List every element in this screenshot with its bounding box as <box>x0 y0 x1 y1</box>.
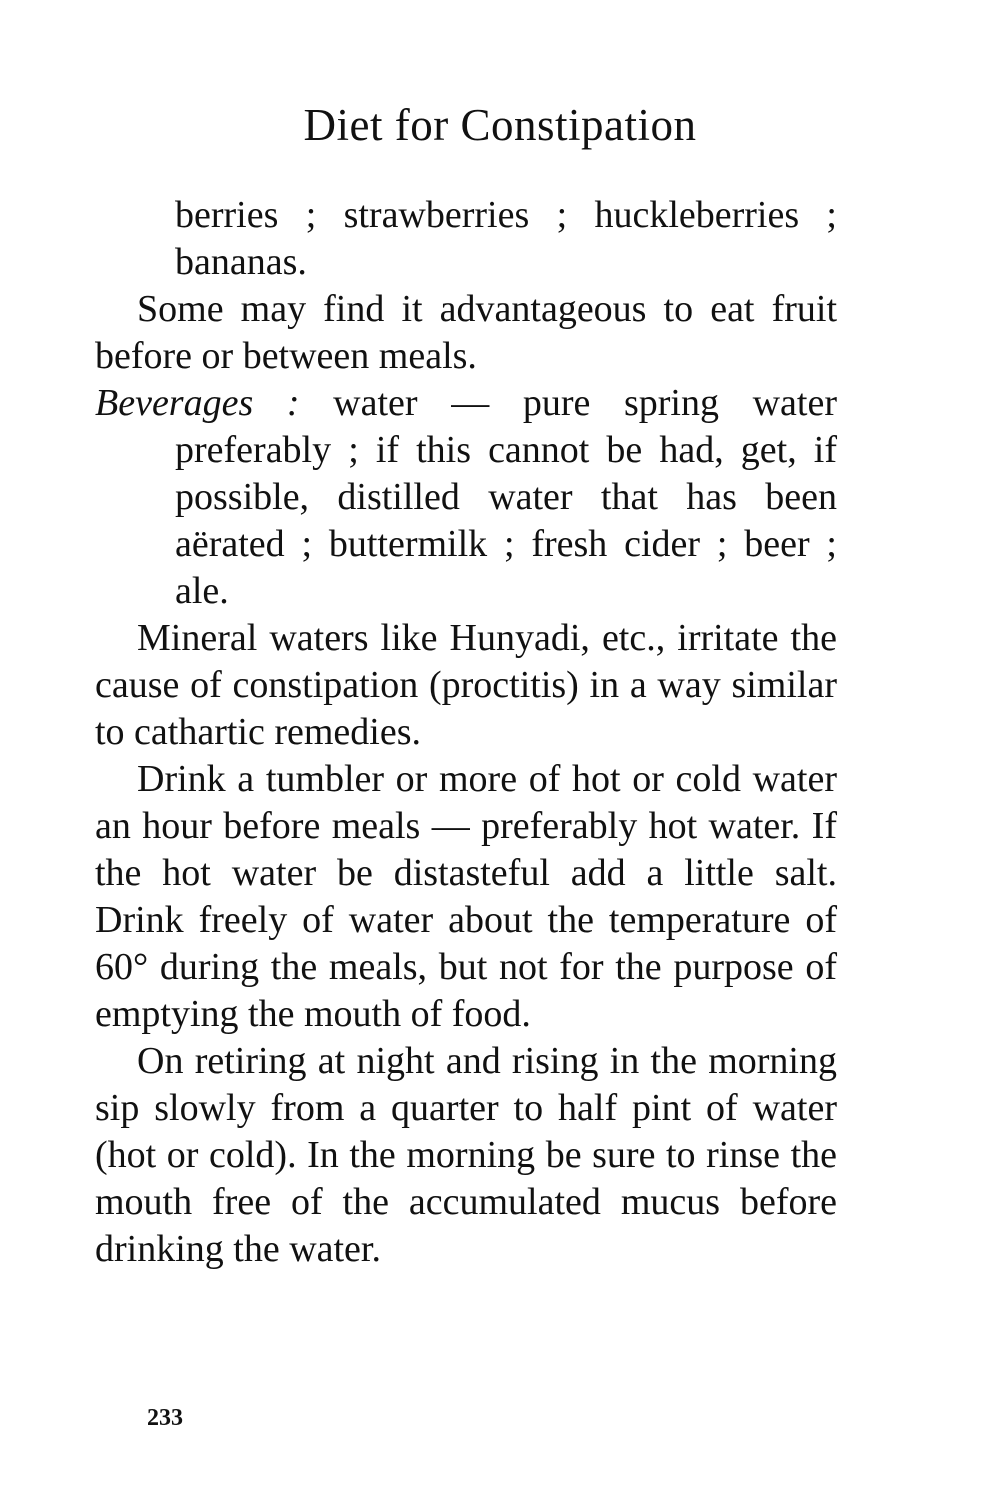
paragraph-retiring: On retiring at night and rising in the morning sip slowly from a quarter to half pint of water (hot or cold). In the morning be sure to rinse the mouth free of the accumulated mucus before drinking the water. <box>95 1040 837 1270</box>
paragraph-beverages <box>95 380 837 615</box>
paragraph-mineral-waters: Mineral waters like Hunyadi, etc., irritate the cause of constipation (proctitis) in a way similar to cathartic remedies. <box>95 617 837 753</box>
beverages-label: Beverages : <box>95 382 300 424</box>
body-text <box>95 192 837 1273</box>
paragraph-drink-tumbler: Drink a tumbler or more of hot or cold water an hour before meals — preferably hot water. If the hot water be distasteful add a little salt. Drink freely of water about the temperature of 60° during the meals, but not for the purpose of emptying the mouth of food. <box>95 758 837 1035</box>
page-number: 233 <box>147 1405 183 1431</box>
fruit-list-continuation: berries ; strawberries ; huckleberries ; bananas. <box>175 194 837 283</box>
paragraph-fruit-note: Some may find it advantageous to eat fruit before or between meals. <box>95 288 837 377</box>
beverages-text: water — pure spring water preferably ; if this cannot be had, get, if possible, distilled water that has been aërated ; buttermilk ; fresh cider ; beer ; ale. <box>175 382 837 612</box>
running-head: Diet for Constipation <box>303 100 697 150</box>
